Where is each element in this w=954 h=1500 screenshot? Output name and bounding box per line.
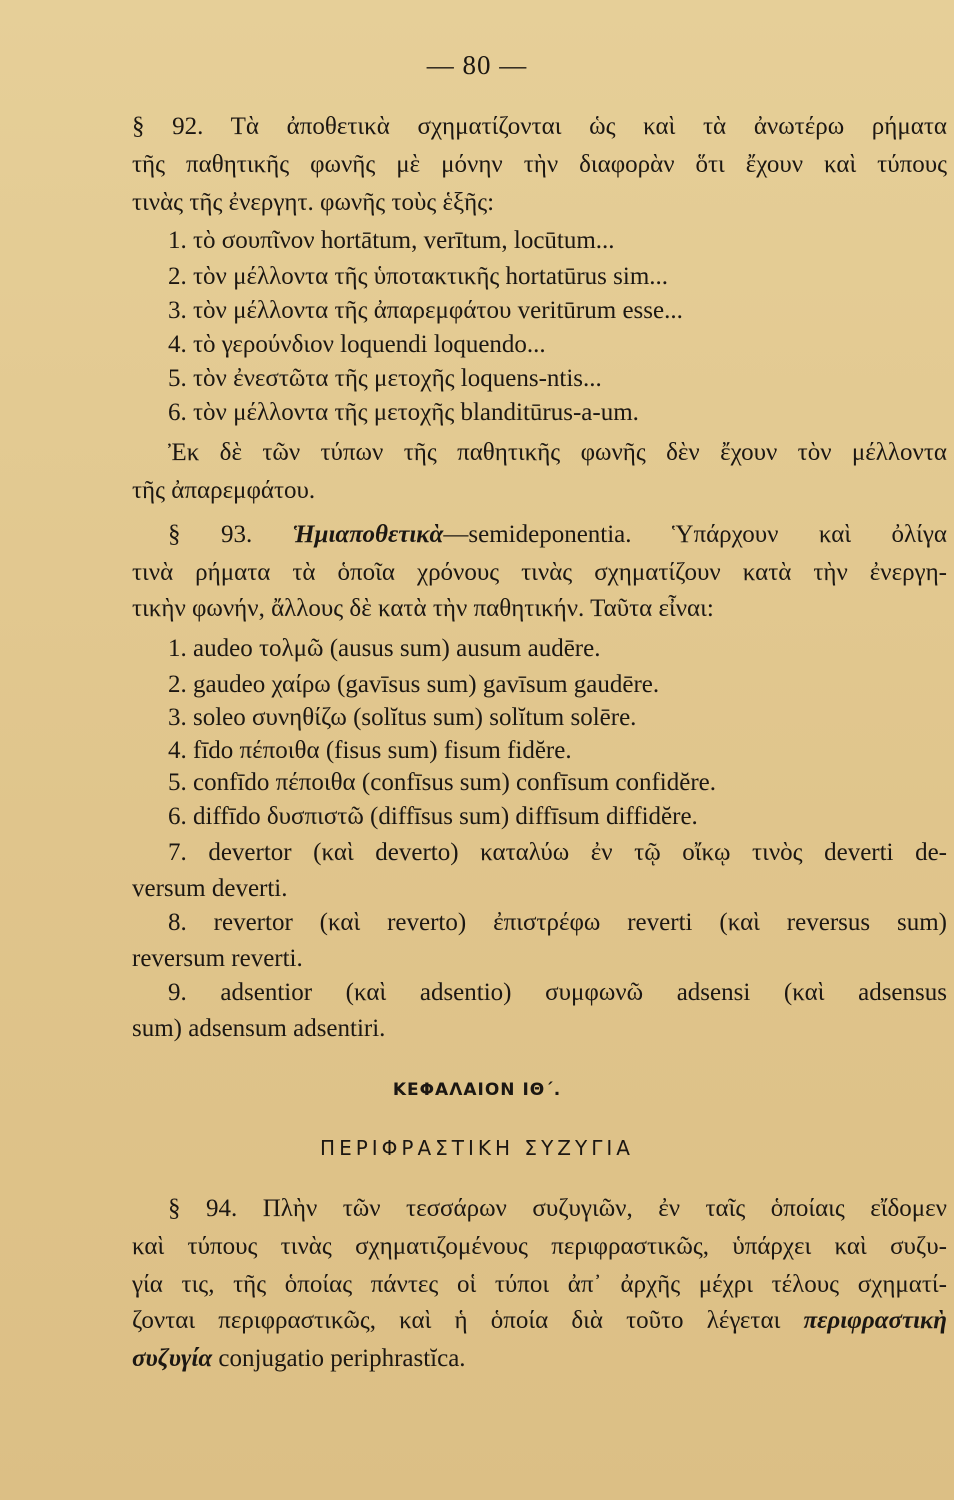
section-92-item-3: 3. τὸν μέλλοντα τῆς ἀπαρεμφάτου veritūrum esse... (168, 297, 683, 324)
section-94-line-1: § 94. Πλὴν τῶν τεσσάρων συζυγιῶν, ἐν ταῖς ὁποίαις εἴδομεν (168, 1195, 947, 1222)
section-93-item-3: 3. soleo συνηθίζω (solĭtus sum) solĭtum solēre. (168, 704, 637, 731)
page-number: — 80 — (426, 50, 528, 80)
section-92-note-line-1: Ἐκ δὲ τῶν τύπων τῆς παθητικῆς φωνῆς δὲν ἔχουν τὸν μέλλοντα (168, 439, 947, 466)
section-92-item-2: 2. τὸν μέλλοντα τῆς ὑποτακτικῆς hortatūrus sim... (168, 263, 669, 290)
section-93-item-6: 6. diffīdo δυσπιστῶ (diffīsus sum) diffīsum diffidĕre. (168, 803, 698, 830)
section-93-item-8-line-2: reversum reverti. (132, 945, 303, 972)
section-93-item-9-line-2: sum) adsensum adsentiri. (132, 1015, 386, 1042)
section-92-line-1: § 92. Τὰ ἀποθετικὰ σχηματίζονται ὡς καὶ τὰ ἀνωτέρω ρήματα (132, 113, 947, 140)
section-92-note-line-2: τῆς ἀπαρεμφάτου. (132, 477, 316, 504)
section-93-line-2: τινὰ ρήματα τὰ ὁποῖα χρόνους τινὰς σχηματίζουν κατὰ τὴν ἐνεργη- (132, 559, 947, 586)
chapter-subtitle: ΠΕΡΙΦΡΑΣΤΙΚΗ ΣΥΖΥΓΙΑ (320, 1136, 634, 1160)
section-93-line-3: τικὴν φωνήν, ἄλλους δὲ κατὰ τὴν παθητικήν. Ταῦτα εἶναι: (132, 595, 714, 622)
section-93-item-2: 2. gaudeo χαίρω (gavīsus sum) gavīsum gaudēre. (168, 671, 660, 698)
section-92-line-2: τῆς παθητικῆς φωνῆς μὲ μόνην τὴν διαφορὰν ὅτι ἔχουν καὶ τύπους (132, 151, 947, 178)
section-93-line-1-rest: —semideponentia. Ὑπάρχουν καὶ ὀλίγα (443, 521, 947, 548)
section-93-item-7-line-1: 7. devertor (καὶ deverto) καταλύω ἐν τῷ οἴκῳ τινὸς deverti de- (168, 839, 947, 866)
section-94-line-4 (132, 1306, 947, 1336)
section-94-line-4-text: ζονται περιφραστικῶς, καὶ ἡ ὁποία διὰ τοῦτο λέγεται (132, 1307, 781, 1334)
section-94-term-2: συζυγία (132, 1345, 213, 1372)
section-93-item-5: 5. confīdo πέποιθα (confīsus sum) confīsum confidĕre. (168, 769, 716, 796)
section-93-item-8-line-1: 8. revertor (καὶ reverto) ἐπιστρέφω reverti (καὶ reversus sum) (168, 909, 947, 936)
section-93-line-1 (168, 520, 947, 550)
section-94-line-3: γία τις, τῆς ὁποίας πάντες οἱ τύποι ἀπ᾽ ἀρχῆς μέχρι τέλους σχηματί- (132, 1271, 947, 1298)
section-93-item-9-line-1: 9. adsentior (καὶ adsentio) συμφωνῶ adsensi (καὶ adsensus (168, 979, 947, 1006)
section-93-label: § 93. (168, 521, 253, 548)
section-93-item-1: 1. audeo τολμῶ (ausus sum) ausum audēre. (168, 635, 601, 662)
section-94-line-5 (132, 1344, 466, 1374)
section-92-item-6: 6. τὸν μέλλοντα τῆς μετοχῆς blanditūrus-a-um. (168, 399, 639, 426)
section-94-term-1: περιφραστικὴ (803, 1307, 948, 1334)
section-92-item-4: 4. τὸ γερούνδιον loquendi loquendo... (168, 331, 546, 358)
section-94-line-5-rest: conjugatio periphrastĭca. (218, 1345, 466, 1372)
chapter-title: ΚΕΦΑΛΑΙΟΝ ΙΘ΄. (392, 1080, 562, 1100)
section-94-line-2: καὶ τύπους τινὰς σχηματιζομένους περιφραστικῶς, ὑπάρχει καὶ συζυ- (132, 1233, 947, 1260)
section-92-line-3: τινὰς τῆς ἐνεργητ. φωνῆς τοὺς ἑξῆς: (132, 189, 495, 216)
section-92-item-1: 1. τὸ σουπῖνον hortātum, verītum, locūtum... (168, 227, 615, 254)
section-93-term: Ἡμιαποθετικὰ (292, 521, 444, 548)
section-92-item-5: 5. τὸν ἐνεστῶτα τῆς μετοχῆς loquens-ntis... (168, 365, 602, 392)
section-93-item-4: 4. fīdo πέποιθα (fisus sum) fisum fidĕre. (168, 737, 572, 764)
section-93-item-7-line-2: versum deverti. (132, 875, 288, 902)
